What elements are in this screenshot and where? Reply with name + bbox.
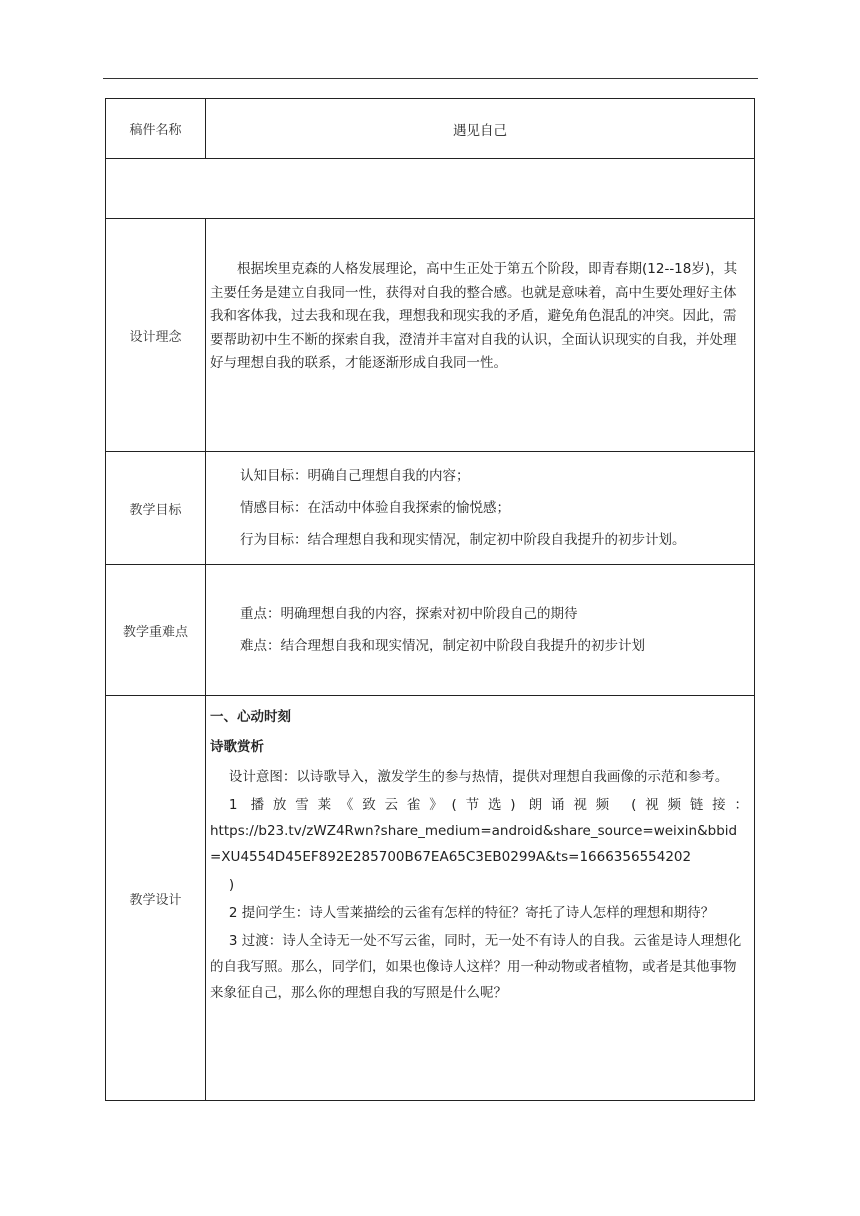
design-intent: 设计意图：以诗歌导入，激发学生的参与热情，提供对理想自我画像的示范和参考。 — [228, 769, 729, 785]
step1-close: ) — [228, 877, 235, 893]
goal-behavioral: 行为目标：结合理想自我和现实情况，制定初中阶段自我提升的初步计划。 — [240, 532, 686, 548]
table-row — [106, 219, 755, 452]
difficult-point: 难点：结合理想自我和现实情况，制定初中阶段自我提升的初步计划 — [240, 638, 645, 654]
lesson-plan-table — [105, 98, 755, 1101]
empty-cell — [106, 159, 755, 219]
table-row-empty — [106, 159, 755, 219]
manuscript-label: 稿件名称 — [106, 99, 206, 159]
design-label: 教学设计 — [106, 696, 206, 1101]
sub-heading: 诗歌赏析 — [210, 739, 264, 755]
goal-cognitive: 认知目标：明确自己理想自我的内容； — [240, 468, 470, 484]
design-cell — [206, 696, 755, 1101]
goals-label: 教学目标 — [106, 452, 206, 565]
video-link[interactable]: https://b23.tv/zWZ4Rwn?share_medium=android&share_source=weixin&bbid=XU4554D45EF892E285700B67EA65C3EB0299A&ts=1666356554202 — [210, 823, 738, 865]
difficulty-label: 教学重难点 — [106, 565, 206, 696]
goals-cell — [206, 452, 755, 565]
table-row — [106, 452, 755, 565]
section-heading: 一、心动时刻 — [210, 709, 291, 725]
table-row — [106, 565, 755, 696]
step2-question: 2 提问学生：诗人雪莱描绘的云雀有怎样的特征？寄托了诗人怎样的理想和期待？ — [228, 905, 715, 921]
difficulty-cell — [206, 565, 755, 696]
manuscript-title: 遇见自己 — [206, 99, 755, 159]
table-row — [106, 99, 755, 159]
goal-emotional: 情感目标：在活动中体验自我探索的愉悦感； — [240, 500, 510, 516]
step3-transition: 3 过渡：诗人全诗无一处不写云雀，同时，无一处不有诗人的自我。云雀是诗人理想化的自我写照。那么，同学们，如果也像诗人这样？用一种动物或者植物，或者是其他事物来象征自己，那么你的理想自我的写照是什么呢？ — [210, 933, 742, 1001]
step1-lead: 1 播放雪莱《致云雀》(节选) 朗诵视频 (视频链接： — [228, 797, 748, 813]
concept-cell — [206, 219, 755, 452]
table-row — [106, 696, 755, 1101]
concept-text: 根据埃里克森的人格发展理论，高中生正处于第五个阶段，即青春期(12--18岁)，其主要任务是建立自我同一性，获得对自我的整合感。也就是意味着，高中生要处理好主体我和客体我，过去我和现在我，理想我和现实我的矛盾，避免角色混乱的冲突。因此，需要帮助初中生不断的探索自我，澄清并丰富对自我的认识，全面认识现实的自我，并处理好与理想自我的联系，才能逐渐形成自我同一性。 — [210, 261, 738, 371]
header-rule — [103, 78, 758, 79]
key-point: 重点：明确理想自我的内容，探索对初中阶段自己的期待 — [240, 606, 578, 622]
concept-label: 设计理念 — [106, 219, 206, 452]
